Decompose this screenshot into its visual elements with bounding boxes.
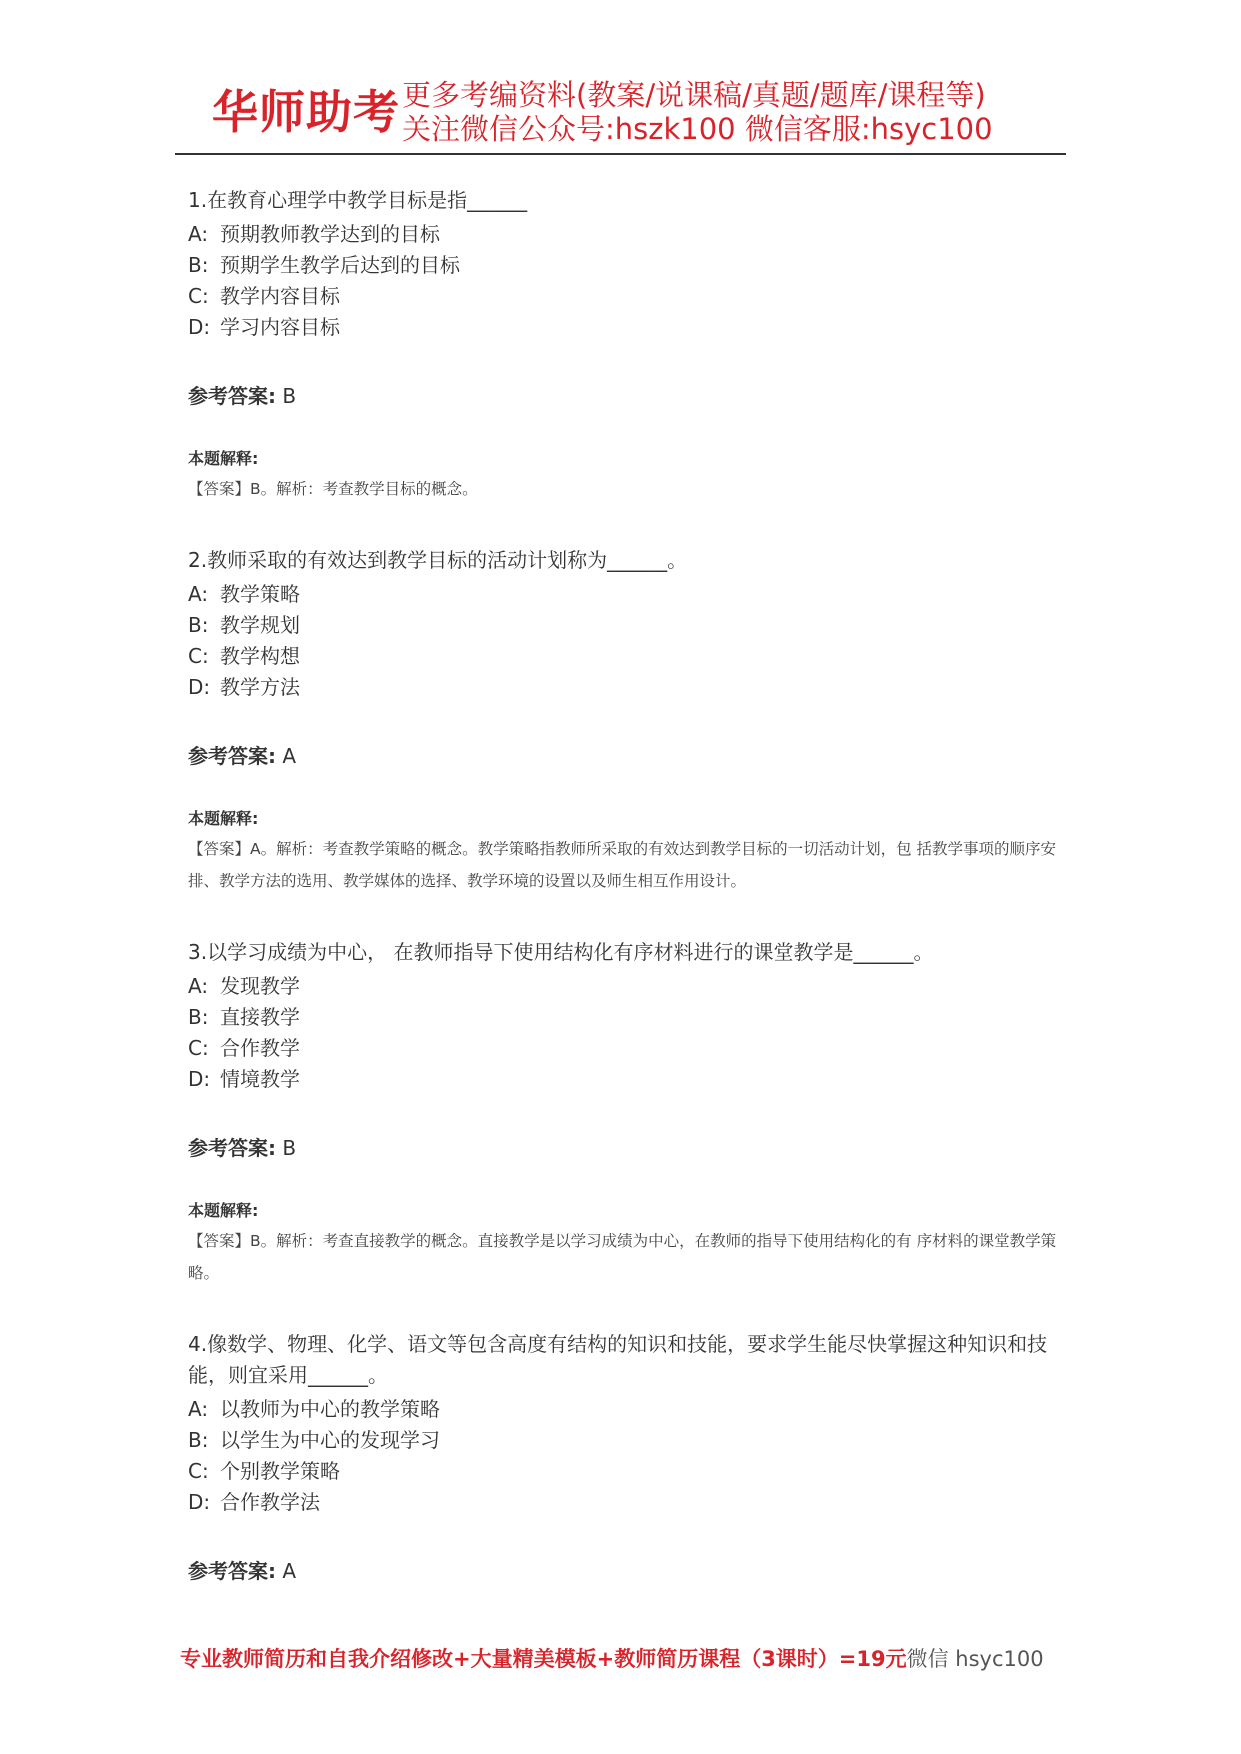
option-text: 以学生为中心的发现学习 — [220, 1428, 440, 1452]
option-b — [188, 1002, 1058, 1033]
option-key: B: — [188, 1005, 209, 1029]
option-text: 教学内容目标 — [220, 284, 340, 308]
answer-label: 参考答案: — [188, 1136, 276, 1160]
option-text: 合作教学 — [220, 1036, 300, 1060]
footer-contact: 微信 hsyc100 — [906, 1647, 1044, 1671]
reference-answer — [188, 1133, 1058, 1163]
header-divider — [175, 153, 1066, 155]
question-1 — [188, 185, 1058, 505]
explanation-text: 【答案】B。解析：考查直接教学的概念。直接教学是以学习成绩为中心，在教师的指导下使用结构化的有 序材料的课堂教学策略。 — [188, 1232, 1057, 1282]
option-key: D: — [188, 1067, 211, 1091]
option-a — [188, 579, 1058, 610]
option-key: B: — [188, 1428, 209, 1452]
option-key: A: — [188, 1397, 209, 1421]
brand-logo: 华师助考 — [212, 85, 400, 139]
question-stem: 2.教师采取的有效达到教学目标的活动计划称为______。 — [188, 548, 688, 572]
explanation-text: 【答案】A。解析：考查教学策略的概念。教学策略指教师所采取的有效达到教学目标的一切活动计划，包 括教学事项的顺序安排、教学方法的选用、教学媒体的选择、教学环境的设置以及师生相互作用设计。 — [188, 840, 1057, 890]
option-text: 个别教学策略 — [220, 1459, 340, 1483]
option-key: C: — [188, 1459, 209, 1483]
reference-answer — [188, 381, 1058, 411]
answer-label: 参考答案: — [188, 384, 276, 408]
option-d — [188, 312, 1058, 343]
header-promo — [402, 78, 1102, 146]
option-key: D: — [188, 315, 211, 339]
option-key: B: — [188, 253, 209, 277]
option-b — [188, 250, 1058, 281]
reference-answer — [188, 1556, 1058, 1586]
option-key: C: — [188, 644, 209, 668]
option-d — [188, 1064, 1058, 1095]
page-header — [212, 78, 1092, 148]
question-stem: 3.以学习成绩为中心， 在教师指导下使用结构化有序材料进行的课堂教学是______。 — [188, 940, 934, 964]
answer-value: B — [282, 1136, 297, 1160]
option-text: 以教师为中心的教学策略 — [220, 1397, 440, 1421]
option-b — [188, 1425, 1058, 1456]
option-key: A: — [188, 582, 209, 606]
option-text: 预期学生教学后达到的目标 — [220, 253, 460, 277]
explanation-title: 本题解释: — [188, 1201, 259, 1220]
option-c — [188, 281, 1058, 312]
answer-value: A — [282, 1559, 297, 1583]
option-text: 发现教学 — [220, 974, 300, 998]
question-stem: 4.像数学、物理、化学、语文等包含高度有结构的知识和技能，要求学生能尽快掌握这种知识和技能，则宜采用______。 — [188, 1332, 1048, 1387]
question-stem: 1.在教育心理学中教学目标是指______ — [188, 188, 528, 212]
option-c — [188, 641, 1058, 672]
option-text: 教学策略 — [220, 582, 300, 606]
option-text: 教学构想 — [220, 644, 300, 668]
option-text: 预期教师教学达到的目标 — [220, 222, 440, 246]
option-a — [188, 219, 1058, 250]
option-text: 情境教学 — [220, 1067, 300, 1091]
option-a — [188, 971, 1058, 1002]
option-key: C: — [188, 1036, 209, 1060]
answer-value: B — [282, 384, 297, 408]
option-key: A: — [188, 222, 209, 246]
header-line-2: 关注微信公众号:hszk100 微信客服:hsyc100 — [402, 112, 993, 146]
option-key: D: — [188, 675, 211, 699]
option-b — [188, 610, 1058, 641]
option-text: 教学方法 — [220, 675, 300, 699]
option-text: 直接教学 — [220, 1005, 300, 1029]
answer-value: A — [282, 744, 297, 768]
question-list — [188, 185, 1058, 1586]
option-key: D: — [188, 1490, 211, 1514]
option-text: 学习内容目标 — [220, 315, 340, 339]
question-3 — [188, 937, 1058, 1289]
header-line-1: 更多考编资料(教案/说课稿/真题/题库/课程等) — [402, 78, 986, 112]
option-d — [188, 1487, 1058, 1518]
option-text: 合作教学法 — [220, 1490, 320, 1514]
option-c — [188, 1456, 1058, 1487]
explanation-title: 本题解释: — [188, 449, 259, 468]
option-key: A: — [188, 974, 209, 998]
option-d — [188, 672, 1058, 703]
explanation-title: 本题解释: — [188, 809, 259, 828]
answer-label: 参考答案: — [188, 1559, 276, 1583]
footer-promo: 专业教师简历和自我介绍修改+大量精美模板+教师简历课程（3课时）=19元 — [180, 1647, 907, 1671]
question-4 — [188, 1329, 1058, 1586]
option-a — [188, 1394, 1058, 1425]
option-c — [188, 1033, 1058, 1064]
question-2 — [188, 545, 1058, 897]
page-footer — [180, 1644, 1080, 1674]
option-key: B: — [188, 613, 209, 637]
answer-label: 参考答案: — [188, 744, 276, 768]
reference-answer — [188, 741, 1058, 771]
option-text: 教学规划 — [220, 613, 300, 637]
explanation-text: 【答案】B。解析：考查教学目标的概念。 — [188, 480, 478, 498]
option-key: C: — [188, 284, 209, 308]
